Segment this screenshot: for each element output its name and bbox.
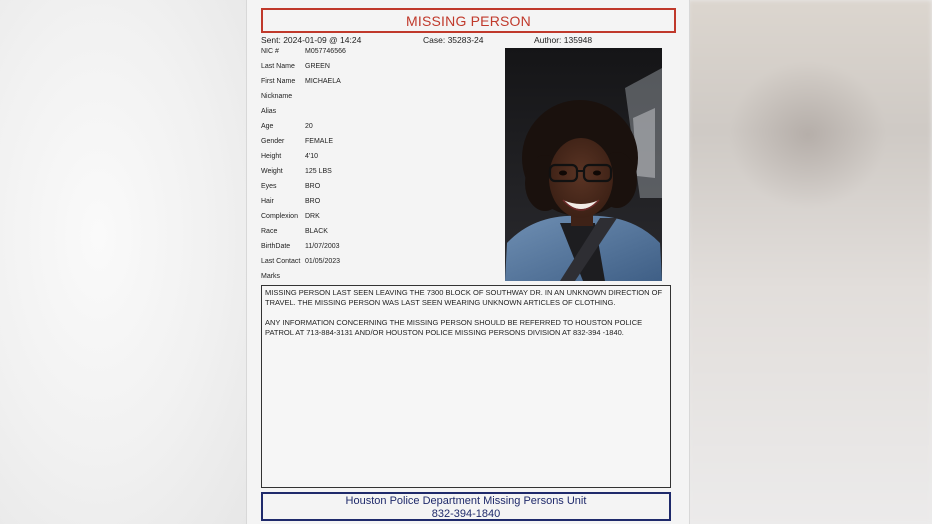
field-value: FEMALE	[305, 138, 334, 145]
field-value: 125 LBS	[305, 168, 332, 175]
meta-row	[261, 35, 681, 47]
field-label: Gender	[261, 138, 285, 145]
field-value: BRO	[305, 183, 321, 190]
field-label: Age	[261, 123, 274, 130]
field-label: Alias	[261, 108, 277, 115]
footer-department: Houston Police Department Missing Persons Unit	[345, 495, 587, 507]
footer-contact	[261, 492, 671, 521]
field-value: M057746566	[305, 48, 346, 55]
field-label: Marks	[261, 273, 281, 280]
field-label: NIC #	[261, 48, 279, 55]
field-complexion	[261, 213, 511, 228]
field-weight	[261, 168, 511, 183]
field-label: Height	[261, 153, 282, 160]
field-label: Eyes	[261, 183, 277, 190]
case-number: Case: 35283-24	[423, 35, 484, 45]
field-eyes	[261, 183, 511, 198]
field-label: Complexion	[261, 213, 298, 220]
field-last-name	[261, 63, 511, 78]
field-label: Weight	[261, 168, 283, 175]
field-value: 20	[305, 123, 313, 130]
field-label: Hair	[261, 198, 274, 205]
field-value: GREEN	[305, 63, 330, 70]
field-first-name	[261, 78, 511, 93]
marks-paragraph-contact-info: ANY INFORMATION CONCERNING THE MISSING PERSON SHOULD BE REFERRED TO HOUSTON POLICE PATROL AT 713-884-3131 AND/OR HOUSTON POLICE MISSING PERSONS DIVISION AT 832-394 -1840.	[265, 318, 643, 337]
marks-paragraph-last-seen: MISSING PERSON LAST SEEN LEAVING THE 7300 BLOCK OF SOUTHWAY DR. IN AN UNKNOWN DIRECTION OF TRAVEL. THE MISSING PERSON WAS LAST SEEN WEARING UNKNOWN ARTICLES OF CLOTHING.	[265, 288, 663, 307]
field-value: 01/05/2023	[305, 258, 341, 265]
field-birthdate	[261, 243, 511, 258]
field-value: MICHAELA	[305, 78, 341, 85]
field-value: 11/07/2003	[305, 243, 340, 250]
field-nickname	[261, 93, 511, 108]
field-label: First Name	[261, 78, 296, 85]
field-label: Last Contact	[261, 258, 301, 265]
field-value: BRO	[305, 198, 321, 205]
field-hair	[261, 198, 511, 213]
field-label: Race	[261, 228, 278, 235]
field-gender	[261, 138, 511, 153]
field-height	[261, 153, 511, 168]
field-label: Last Name	[261, 63, 295, 70]
person-photo	[505, 48, 662, 281]
person-details	[261, 48, 511, 288]
field-alias	[261, 108, 511, 123]
field-nic	[261, 48, 511, 63]
marks-description	[261, 285, 671, 488]
footer-phone: 832-394-1840	[431, 508, 501, 520]
field-value: 4'10	[305, 153, 319, 160]
background-left	[0, 0, 246, 524]
sent-timestamp: Sent: 2024-01-09 @ 14:24	[261, 35, 362, 45]
field-value: BLACK	[305, 228, 328, 235]
background-right	[688, 0, 932, 524]
field-race	[261, 228, 511, 243]
field-value: DRK	[305, 213, 320, 220]
author-id: Author: 135948	[534, 35, 593, 45]
flyer-title: MISSING PERSON	[261, 8, 676, 33]
field-age	[261, 123, 511, 138]
field-label: BirthDate	[261, 243, 291, 250]
field-last-contact	[261, 258, 511, 273]
field-label: Nickname	[261, 93, 293, 100]
missing-person-flyer	[246, 0, 690, 524]
